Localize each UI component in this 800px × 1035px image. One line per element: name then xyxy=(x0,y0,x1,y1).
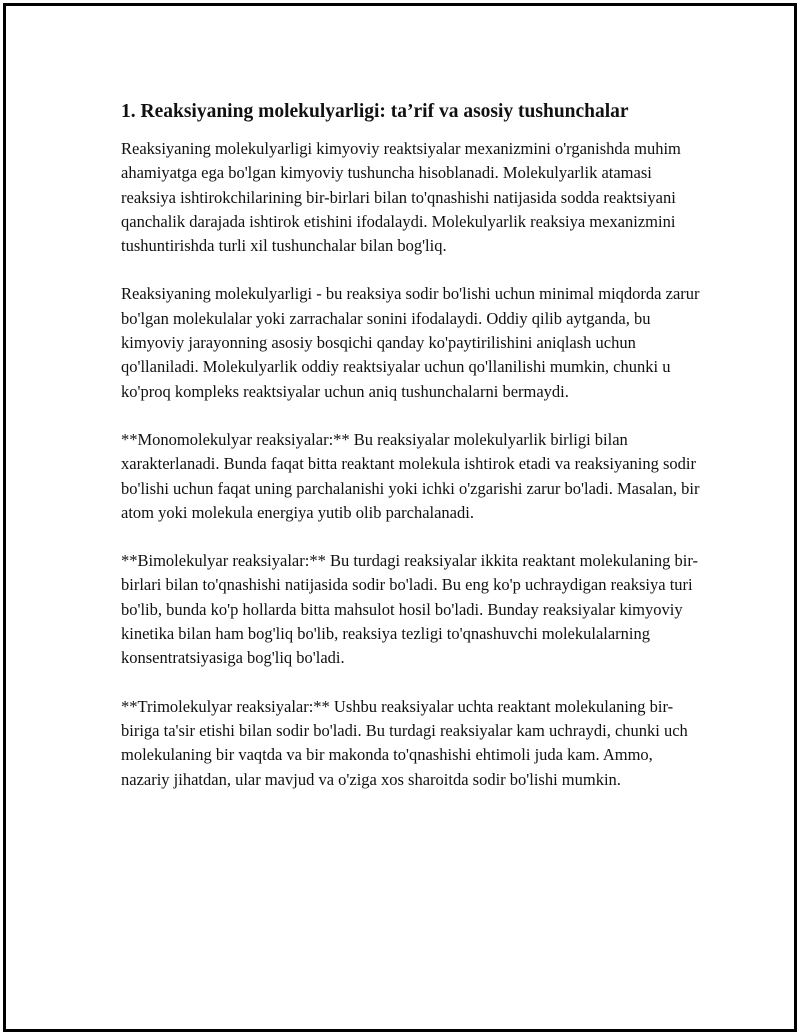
paragraph-definition: Reaksiyaning molekulyarligi - bu reaksiya sodir bo'lishi uchun minimal miqdorda zarur bo'lgan molekulalar yoki zarrachalar sonini ifodalaydi. Oddiy qilib aytganda, bu kimyoviy jarayonning asosiy bosqichi qanday ko'paytirilishini aniqlash uchun qo'llaniladi. Molekulyarlik oddiy reaktsiyalar uchun qo'llanilishi mumkin, chunki u ko'proq kompleks reaktsiyalar uchun aniq tushunchalarni bermaydi. xyxy=(121,284,700,401)
paragraph-monomolecular: **Monomolekulyar reaksiyalar:** Bu reaksiyalar molekulyarlik birligi bilan xarakterlanadi. Bunda faqat bitta reaktant molekula ishtirok etadi va reaksiyaning sodir bo'lishi uchun faqat uning parchalanishi yoki ichki o'zgarishi zarur bo'ladi. Masalan, bir atom yoki molekula energiya yutib olib parchalanadi. xyxy=(121,429,700,522)
section-heading: 1. Reaksiyaning molekulyarligi: ta’rif va asosiy tushunchalar xyxy=(121,101,629,122)
paragraph-bimolecular: **Bimolekulyar reaksiyalar:** Bu turdagi reaksiyalar ikkita reaktant molekulaning bir-birlari bilan to'qnashishi natijasida sodir bo'ladi. Bu eng ko'p uchraydigan reaksiya turi bo'lib, bunda ko'p hollarda bitta mahsulot hosil bo'ladi. Bunday reaksiyalar kimyoviy kinetika bilan ham bog'liq bo'lib, reaksiya tezligi to'qnashuvchi molekulalarning konsentratsiyasiga bog'liq bo'ladi. xyxy=(121,551,698,668)
document-page xyxy=(3,3,797,1032)
document-content xyxy=(121,98,701,816)
paragraph-trimolecular: **Trimolekulyar reaksiyalar:** Ushbu reaksiyalar uchta reaktant molekulaning bir-biriga ta'sir etishi bilan sodir bo'ladi. Bu turdagi reaksiyalar kam uchraydi, chunki uch molekulaning bir vaqtda va bir makonda to'qnashishi ehtimoli juda kam. Ammo, nazariy jihatdan, ular mavjud va o'ziga xos sharoitda sodir bo'lishi mumkin. xyxy=(121,696,688,789)
paragraph-intro: Reaksiyaning molekulyarligi kimyoviy reaktsiyalar mexanizmini o'rganishda muhim ahamiyatga ega bo'lgan kimyoviy tushuncha hisoblanadi. Molekulyarlik atamasi reaksiya ishtirokchilarining bir-birlari bilan to'qnashishi natijasida sodda reaktsiyani qanchalik darajada ishtirok etishini ifodalaydi. Molekulyarlik reaksiya mexanizmini tushuntirishda turli xil tushunchalar bilan bog'liq. xyxy=(121,139,681,256)
